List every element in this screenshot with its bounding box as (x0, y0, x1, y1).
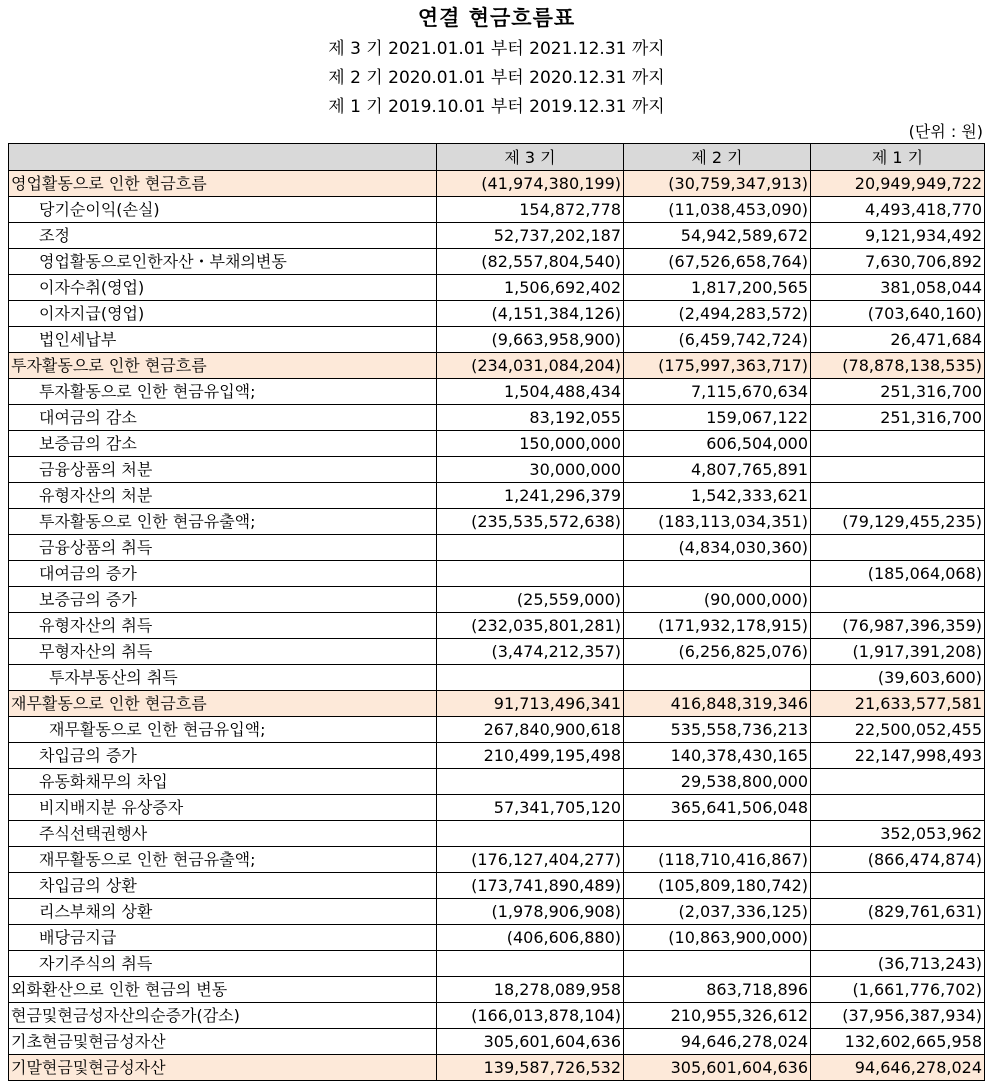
row-value-period-3 (437, 665, 624, 691)
row-label: 보증금의 감소 (9, 431, 437, 457)
row-value-period-3: 52,737,202,187 (437, 223, 624, 249)
table-row (9, 899, 985, 925)
row-value-period-2: 1,817,200,565 (624, 275, 811, 301)
row-value-period-2: 140,378,430,165 (624, 743, 811, 769)
row-value-period-1: (79,129,455,235) (811, 509, 985, 535)
row-value-period-1: (36,713,243) (811, 951, 985, 977)
row-value-period-3: 267,840,900,618 (437, 717, 624, 743)
row-value-period-3: (176,127,404,277) (437, 847, 624, 873)
row-value-period-3: (41,974,380,199) (437, 171, 624, 197)
table-row (9, 769, 985, 795)
row-value-period-1: 22,147,998,493 (811, 743, 985, 769)
table-row (9, 431, 985, 457)
statement-title: 연결 현금흐름표 (417, 6, 576, 30)
table-row (9, 509, 985, 535)
row-label: 주식선택권행사 (9, 821, 437, 847)
row-value-period-1 (811, 925, 985, 951)
row-value-period-3: (235,535,572,638) (437, 509, 624, 535)
row-label: 재무활동으로 인한 현금흐름 (9, 691, 437, 717)
row-value-period-1: 132,602,665,958 (811, 1029, 985, 1055)
row-value-period-2: (11,038,453,090) (624, 197, 811, 223)
row-value-period-3: 18,278,089,958 (437, 977, 624, 1003)
row-value-period-1: (703,640,160) (811, 301, 985, 327)
table-row (9, 873, 985, 899)
row-value-period-3: (82,557,804,540) (437, 249, 624, 275)
row-label: 현금및현금성자산의순증가(감소) (9, 1003, 437, 1029)
row-value-period-3: (406,606,880) (437, 925, 624, 951)
table-row (9, 587, 985, 613)
row-value-period-3 (437, 769, 624, 795)
header-period-1: 제 1 기 (811, 144, 985, 171)
row-value-period-1 (811, 769, 985, 795)
table-row (9, 1055, 985, 1081)
row-value-period-3: 150,000,000 (437, 431, 624, 457)
row-value-period-3: (234,031,084,204) (437, 353, 624, 379)
table-row (9, 457, 985, 483)
table-row (9, 951, 985, 977)
row-value-period-2: (183,113,034,351) (624, 509, 811, 535)
table-row (9, 977, 985, 1003)
row-value-period-3: 210,499,195,498 (437, 743, 624, 769)
row-value-period-2: (105,809,180,742) (624, 873, 811, 899)
row-value-period-2: 210,955,326,612 (624, 1003, 811, 1029)
row-label: 비지배지분 유상증자 (9, 795, 437, 821)
row-value-period-1: 20,949,949,722 (811, 171, 985, 197)
row-label: 무형자산의 취득 (9, 639, 437, 665)
table-body (9, 171, 985, 1081)
row-value-period-2: (2,494,283,572) (624, 301, 811, 327)
row-value-period-2: (90,000,000) (624, 587, 811, 613)
period-line-3: 제 3 기 2021.01.01 부터 2021.12.31 까지 (328, 39, 665, 59)
row-value-period-3: (173,741,890,489) (437, 873, 624, 899)
row-label: 법인세납부 (9, 327, 437, 353)
row-value-period-1: 251,316,700 (811, 405, 985, 431)
row-label: 자기주식의 취득 (9, 951, 437, 977)
table-row (9, 561, 985, 587)
row-value-period-3: 1,504,488,434 (437, 379, 624, 405)
row-value-period-2: (2,037,336,125) (624, 899, 811, 925)
row-value-period-1 (811, 587, 985, 613)
row-value-period-2: (175,997,363,717) (624, 353, 811, 379)
row-label: 투자부동산의 취득 (9, 665, 437, 691)
row-value-period-1: (1,661,776,702) (811, 977, 985, 1003)
row-label: 재무활동으로 인한 현금유출액; (9, 847, 437, 873)
row-value-period-3: 1,241,296,379 (437, 483, 624, 509)
row-label: 당기순이익(손실) (9, 197, 437, 223)
row-value-period-1: (1,917,391,208) (811, 639, 985, 665)
row-value-period-3: 154,872,778 (437, 197, 624, 223)
row-value-period-1 (811, 431, 985, 457)
row-value-period-3 (437, 951, 624, 977)
row-value-period-1: (78,878,138,535) (811, 353, 985, 379)
row-value-period-1: 251,316,700 (811, 379, 985, 405)
row-label: 차입금의 상환 (9, 873, 437, 899)
row-value-period-2: 4,807,765,891 (624, 457, 811, 483)
row-value-period-1: (866,474,874) (811, 847, 985, 873)
row-value-period-2 (624, 665, 811, 691)
table-row (9, 1003, 985, 1029)
row-value-period-3: (9,663,958,900) (437, 327, 624, 353)
row-value-period-3: (4,151,384,126) (437, 301, 624, 327)
row-value-period-2: (4,834,030,360) (624, 535, 811, 561)
table-row (9, 353, 985, 379)
table-row (9, 275, 985, 301)
row-value-period-3: 83,192,055 (437, 405, 624, 431)
row-value-period-3: (25,559,000) (437, 587, 624, 613)
row-value-period-2 (624, 821, 811, 847)
row-value-period-1: 26,471,684 (811, 327, 985, 353)
unit-label: (단위 : 원) (908, 122, 983, 141)
row-value-period-2: 606,504,000 (624, 431, 811, 457)
row-value-period-1 (811, 457, 985, 483)
row-value-period-1: 94,646,278,024 (811, 1055, 985, 1081)
row-label: 금융상품의 처분 (9, 457, 437, 483)
table-row (9, 717, 985, 743)
table-row (9, 925, 985, 951)
row-value-period-2: 863,718,896 (624, 977, 811, 1003)
table-row (9, 405, 985, 431)
table-row (9, 1029, 985, 1055)
row-value-period-1: (829,761,631) (811, 899, 985, 925)
row-label: 대여금의 증가 (9, 561, 437, 587)
row-value-period-3: 1,506,692,402 (437, 275, 624, 301)
row-value-period-1: 9,121,934,492 (811, 223, 985, 249)
row-value-period-2: (6,459,742,724) (624, 327, 811, 353)
table-header-row (9, 144, 985, 171)
row-value-period-2: 305,601,604,636 (624, 1055, 811, 1081)
row-label: 재무활동으로 인한 현금유입액; (9, 717, 437, 743)
row-label: 영업활동으로 인한 현금흐름 (9, 171, 437, 197)
row-value-period-1: (39,603,600) (811, 665, 985, 691)
row-value-period-2: (171,932,178,915) (624, 613, 811, 639)
row-value-period-3: (166,013,878,104) (437, 1003, 624, 1029)
row-value-period-2 (624, 951, 811, 977)
table-row (9, 197, 985, 223)
row-value-period-3: 91,713,496,341 (437, 691, 624, 717)
table-row (9, 795, 985, 821)
row-value-period-2: (10,863,900,000) (624, 925, 811, 951)
table-row (9, 483, 985, 509)
row-value-period-1: 21,633,577,581 (811, 691, 985, 717)
row-value-period-3: 139,587,726,532 (437, 1055, 624, 1081)
row-label: 대여금의 감소 (9, 405, 437, 431)
row-label: 유형자산의 취득 (9, 613, 437, 639)
row-value-period-1: (185,064,068) (811, 561, 985, 587)
row-value-period-1: 381,058,044 (811, 275, 985, 301)
row-value-period-3: (3,474,212,357) (437, 639, 624, 665)
row-value-period-1: (76,987,396,359) (811, 613, 985, 639)
table-row (9, 613, 985, 639)
row-value-period-1: 4,493,418,770 (811, 197, 985, 223)
row-value-period-3: (1,978,906,908) (437, 899, 624, 925)
row-value-period-2: 1,542,333,621 (624, 483, 811, 509)
row-value-period-2: 54,942,589,672 (624, 223, 811, 249)
row-value-period-2: 535,558,736,213 (624, 717, 811, 743)
row-label: 투자활동으로 인한 현금유출액; (9, 509, 437, 535)
table-row (9, 379, 985, 405)
row-value-period-2: 159,067,122 (624, 405, 811, 431)
table-row (9, 847, 985, 873)
row-value-period-2: 29,538,800,000 (624, 769, 811, 795)
row-label: 투자활동으로 인한 현금유입액; (9, 379, 437, 405)
row-value-period-1 (811, 535, 985, 561)
row-value-period-1 (811, 795, 985, 821)
row-label: 기말현금및현금성자산 (9, 1055, 437, 1081)
row-label: 이자수취(영업) (9, 275, 437, 301)
row-label: 기초현금및현금성자산 (9, 1029, 437, 1055)
table-row (9, 327, 985, 353)
table-row (9, 249, 985, 275)
row-value-period-2: (67,526,658,764) (624, 249, 811, 275)
row-value-period-1: 22,500,052,455 (811, 717, 985, 743)
period-line-2: 제 2 기 2020.01.01 부터 2020.12.31 까지 (328, 68, 665, 88)
row-value-period-3 (437, 561, 624, 587)
row-label: 금융상품의 취득 (9, 535, 437, 561)
row-label: 투자활동으로 인한 현금흐름 (9, 353, 437, 379)
row-value-period-2: 94,646,278,024 (624, 1029, 811, 1055)
row-value-period-1: (37,956,387,934) (811, 1003, 985, 1029)
table-row (9, 691, 985, 717)
row-value-period-1 (811, 483, 985, 509)
header-period-3: 제 3 기 (437, 144, 624, 171)
row-value-period-1 (811, 873, 985, 899)
row-value-period-3: 57,341,705,120 (437, 795, 624, 821)
row-label: 이자지급(영업) (9, 301, 437, 327)
table-row (9, 171, 985, 197)
row-value-period-2: 365,641,506,048 (624, 795, 811, 821)
row-label: 유형자산의 처분 (9, 483, 437, 509)
table-row (9, 639, 985, 665)
row-label: 유동화채무의 차입 (9, 769, 437, 795)
row-label: 리스부채의 상환 (9, 899, 437, 925)
row-label: 배당금지급 (9, 925, 437, 951)
row-value-period-2: (118,710,416,867) (624, 847, 811, 873)
table-row (9, 743, 985, 769)
row-value-period-1: 352,053,962 (811, 821, 985, 847)
row-value-period-3: (232,035,801,281) (437, 613, 624, 639)
table-row (9, 301, 985, 327)
period-line-1: 제 1 기 2019.10.01 부터 2019.12.31 까지 (328, 97, 665, 117)
row-value-period-2: 416,848,319,346 (624, 691, 811, 717)
table-row (9, 223, 985, 249)
cash-flow-table (8, 143, 985, 1081)
row-value-period-3 (437, 535, 624, 561)
table-row (9, 535, 985, 561)
row-value-period-2: 7,115,670,634 (624, 379, 811, 405)
row-label: 조정 (9, 223, 437, 249)
row-value-period-3: 30,000,000 (437, 457, 624, 483)
table-row (9, 821, 985, 847)
header-period-2: 제 2 기 (624, 144, 811, 171)
row-value-period-3 (437, 821, 624, 847)
row-label: 영업활동으로인한자산・부채의변동 (9, 249, 437, 275)
row-label: 차입금의 증가 (9, 743, 437, 769)
table-row (9, 665, 985, 691)
row-label: 외화환산으로 인한 현금의 변동 (9, 977, 437, 1003)
row-value-period-2 (624, 561, 811, 587)
row-value-period-1: 7,630,706,892 (811, 249, 985, 275)
row-value-period-3: 305,601,604,636 (437, 1029, 624, 1055)
header-label-col (9, 144, 437, 171)
row-value-period-2: (6,256,825,076) (624, 639, 811, 665)
row-label: 보증금의 증가 (9, 587, 437, 613)
row-value-period-2: (30,759,347,913) (624, 171, 811, 197)
